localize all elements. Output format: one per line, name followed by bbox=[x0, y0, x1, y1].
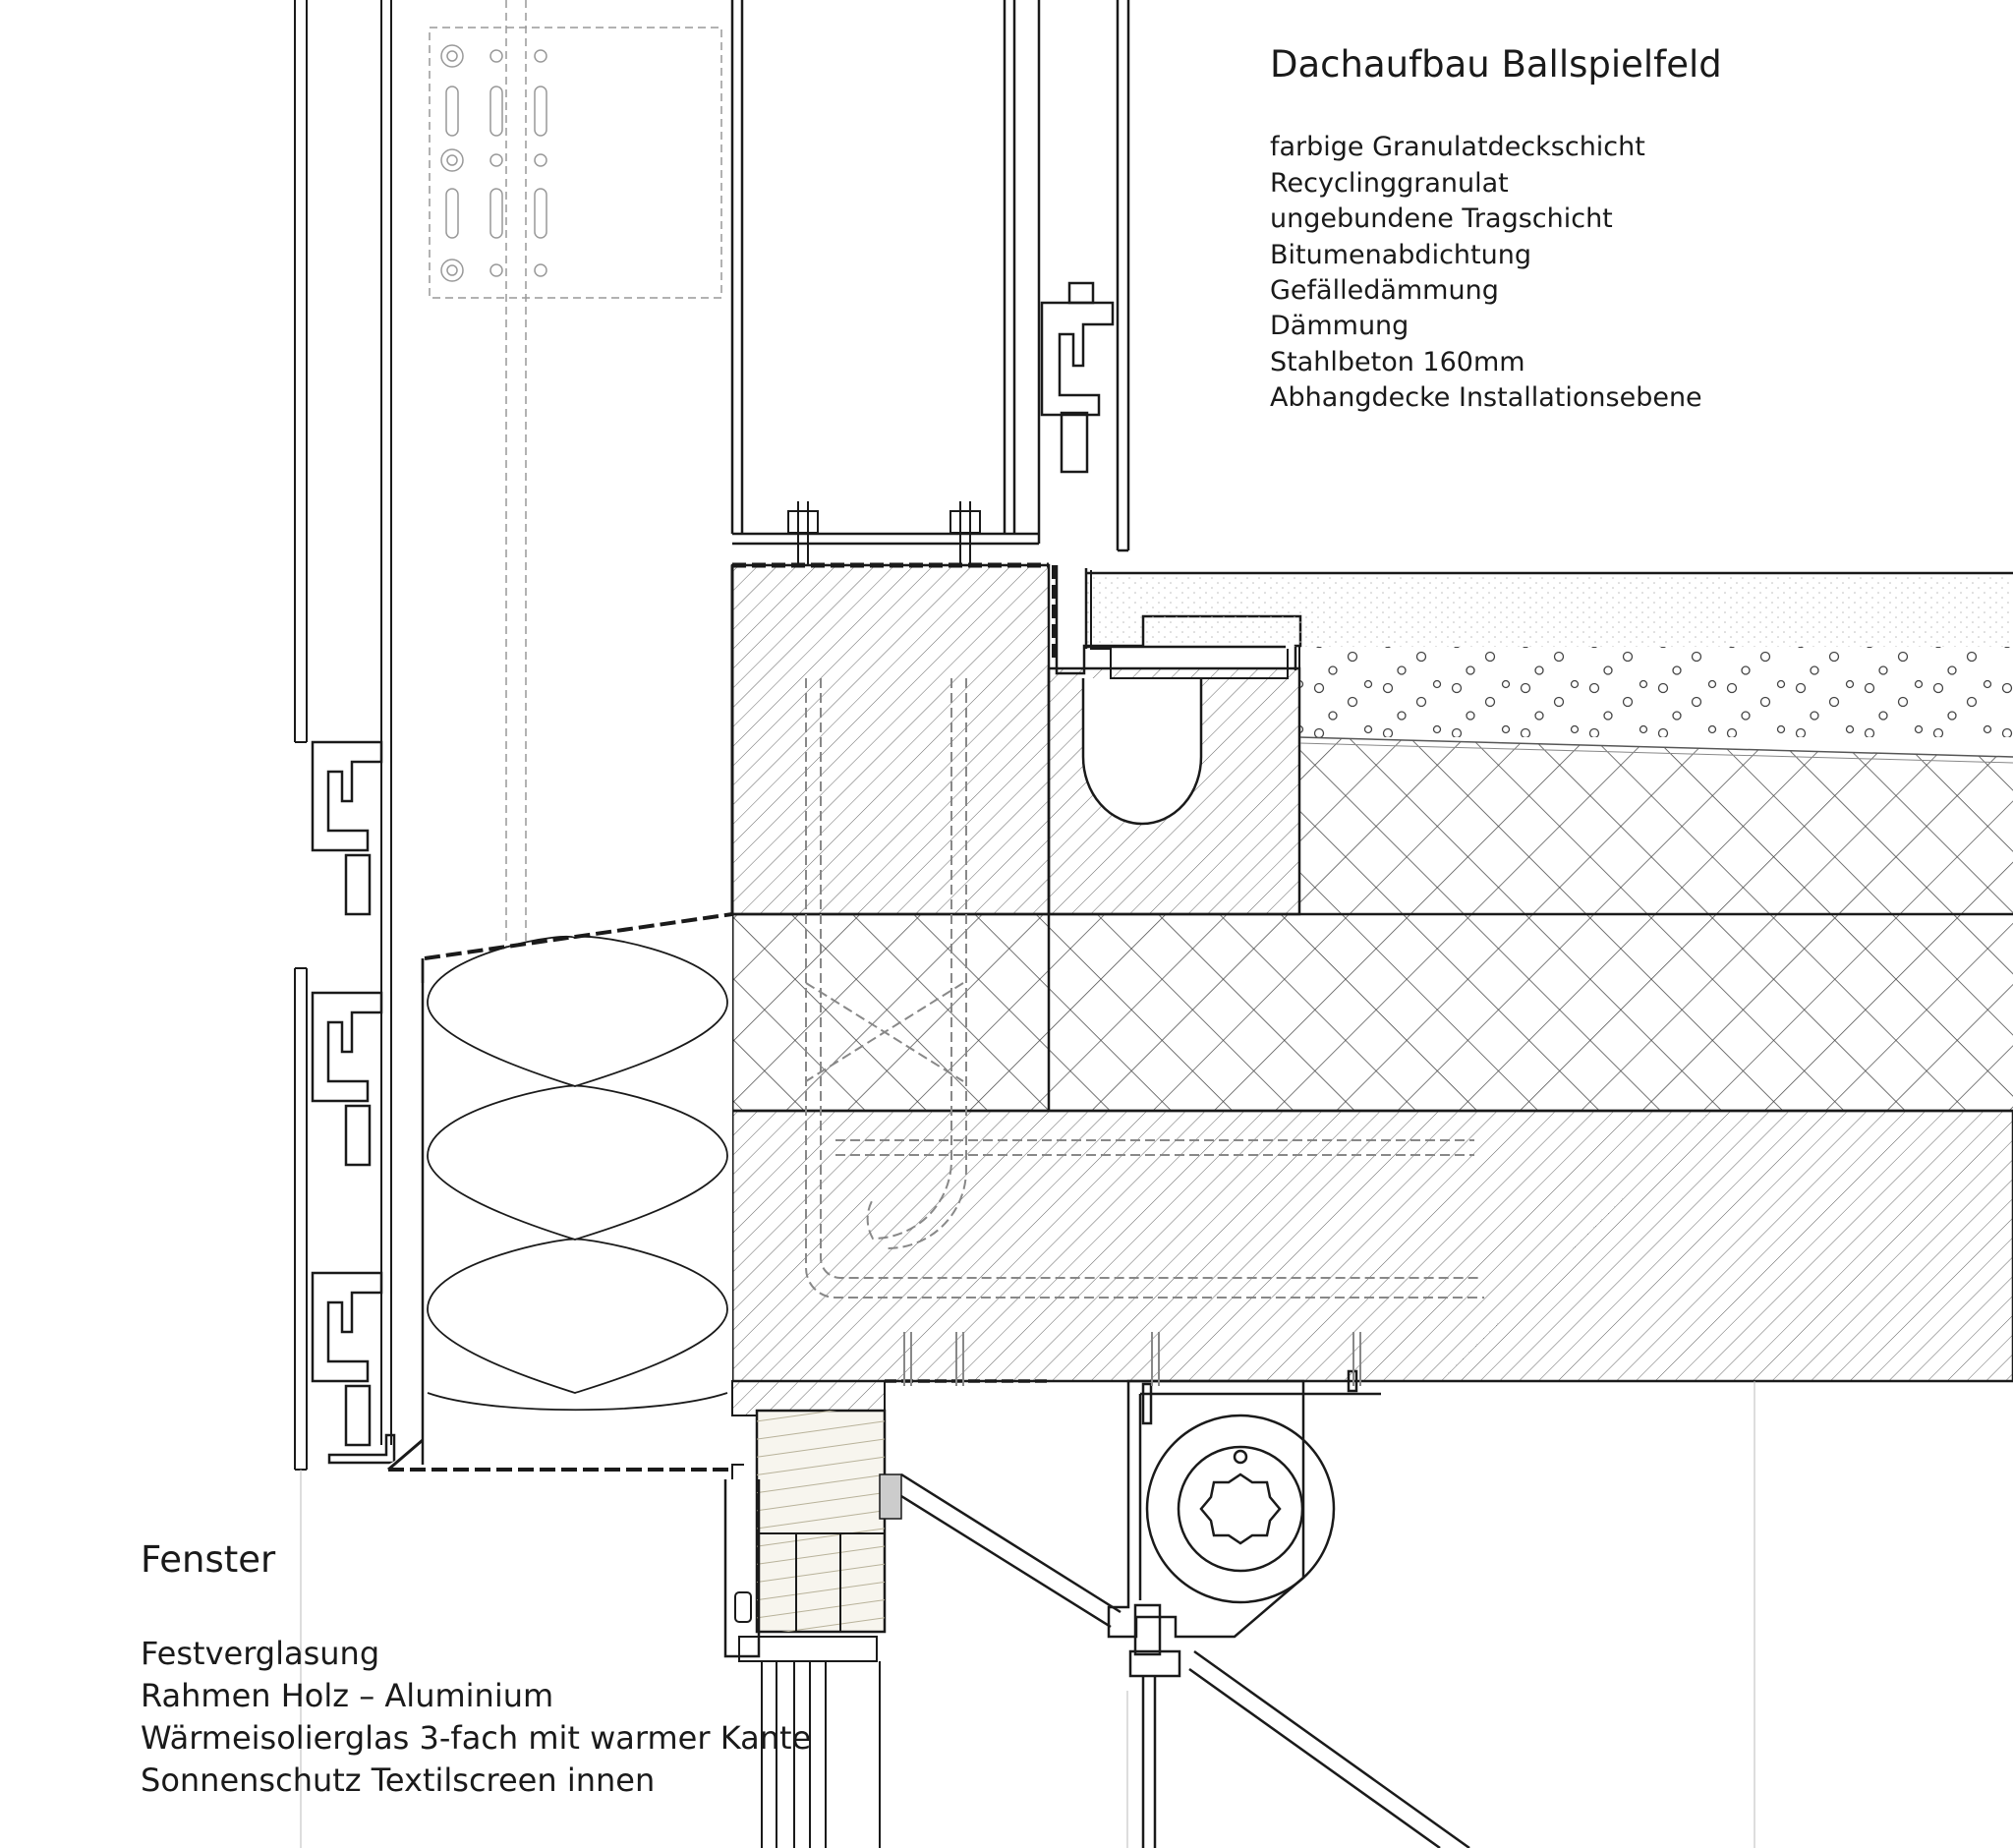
window-component-list bbox=[141, 1633, 811, 1802]
facade-bracket-right bbox=[1042, 0, 1128, 550]
roof-layer-item: Stahlbeton 160mm bbox=[1270, 346, 1525, 377]
roof-build-up-caption bbox=[1270, 43, 1722, 417]
roof-layer-item: Dämmung bbox=[1270, 311, 1409, 342]
roof-layer-list bbox=[1270, 130, 1722, 416]
window-component-item: Festverglasung bbox=[141, 1635, 380, 1673]
window-component-item: Sonnenschutz Textilscreen innen bbox=[141, 1761, 656, 1800]
roof-layer-item: Recyclinggranulat bbox=[1270, 167, 1509, 199]
concrete-upstand bbox=[732, 565, 1054, 914]
roof-layer-item: farbige Granulatdeckschicht bbox=[1270, 132, 1645, 163]
roof-layer-item: Bitumenabdichtung bbox=[1270, 239, 1531, 270]
roof-layer-item: Abhangdecke Installationsebene bbox=[1270, 382, 1702, 414]
sloped-glazing bbox=[901, 1474, 1469, 1848]
steel-column bbox=[732, 0, 1039, 544]
roof-layer-item: ungebundene Tragschicht bbox=[1270, 203, 1613, 235]
roof-layer-item: Gefälledämmung bbox=[1270, 275, 1499, 307]
window-component-item: Wärmeisolierglas 3-fach mit warmer Kante bbox=[141, 1719, 812, 1758]
anchor-plate-upper-holes bbox=[441, 45, 546, 281]
insulation-layer bbox=[732, 914, 2013, 1111]
window-caption bbox=[141, 1538, 811, 1802]
window-component-item: Rahmen Holz – Aluminium bbox=[141, 1677, 554, 1715]
roof-build-up-title: Dachaufbau Ballspielfeld bbox=[1270, 43, 1722, 86]
window-title: Fenster bbox=[141, 1538, 276, 1581]
insulation-batts bbox=[388, 914, 732, 1470]
